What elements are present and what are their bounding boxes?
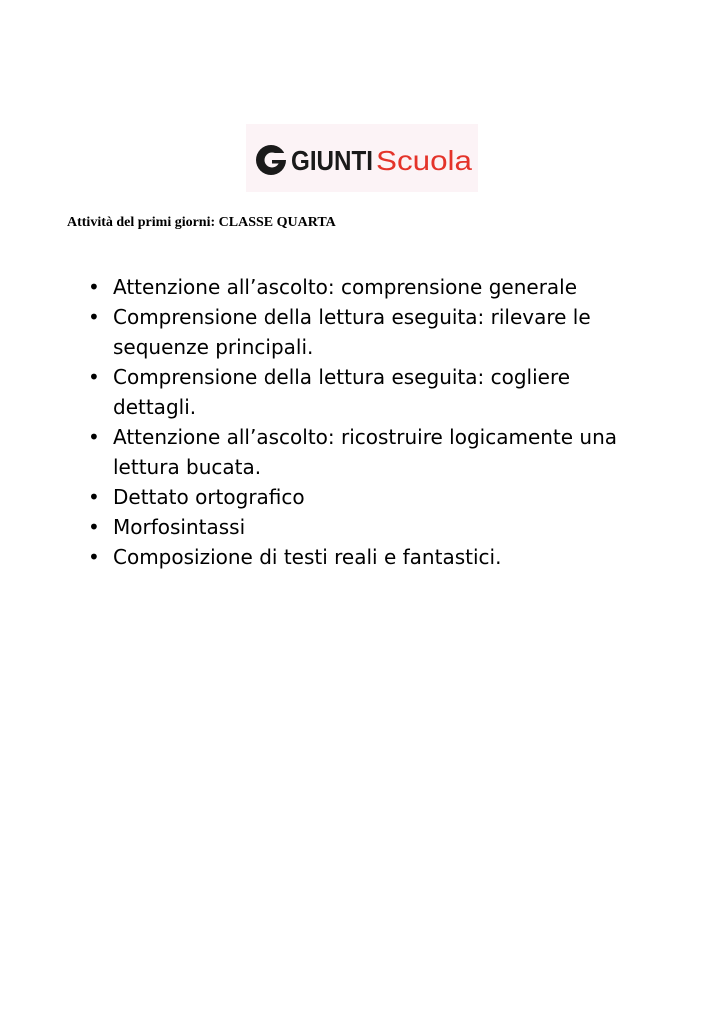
list-item — [88, 512, 648, 542]
bullet-icon: • — [88, 425, 100, 449]
bullet-icon: • — [88, 545, 100, 569]
logo-brand-text: GIUNTI — [291, 145, 373, 176]
list-item-text: Comprensione della lettura eseguita: cogliere dettagli. — [113, 365, 571, 419]
list-item — [88, 302, 648, 362]
giunti-g-icon — [256, 145, 287, 175]
logo-graphic — [246, 124, 478, 192]
list-item — [88, 362, 648, 422]
list-item-text: Attenzione all’ascolto: comprensione generale — [113, 275, 578, 299]
list-item — [88, 272, 648, 302]
list-item — [88, 482, 648, 512]
logo-sub-text: Scuola — [376, 145, 473, 176]
list-item-text: Dettato ortografico — [113, 485, 305, 509]
page-title: Attività del primi giorni: CLASSE QUARTA — [67, 215, 336, 230]
bullet-icon: • — [88, 365, 100, 389]
activity-list — [88, 272, 648, 572]
list-item — [88, 422, 648, 482]
bullet-icon: • — [88, 515, 100, 539]
list-item-text: Attenzione all’ascolto: ricostruire logicamente una lettura bucata. — [113, 425, 618, 479]
list-item-text: Morfosintassi — [113, 515, 246, 539]
bullet-icon: • — [88, 275, 100, 299]
list-item-text: Comprensione della lettura eseguita: rilevare le sequenze principali. — [113, 305, 591, 359]
bullet-icon: • — [88, 305, 100, 329]
list-item-text: Composizione di testi reali e fantastici. — [113, 545, 502, 569]
list-item — [88, 542, 648, 572]
bullet-icon: • — [88, 485, 100, 509]
giunti-scuola-logo — [246, 124, 478, 192]
